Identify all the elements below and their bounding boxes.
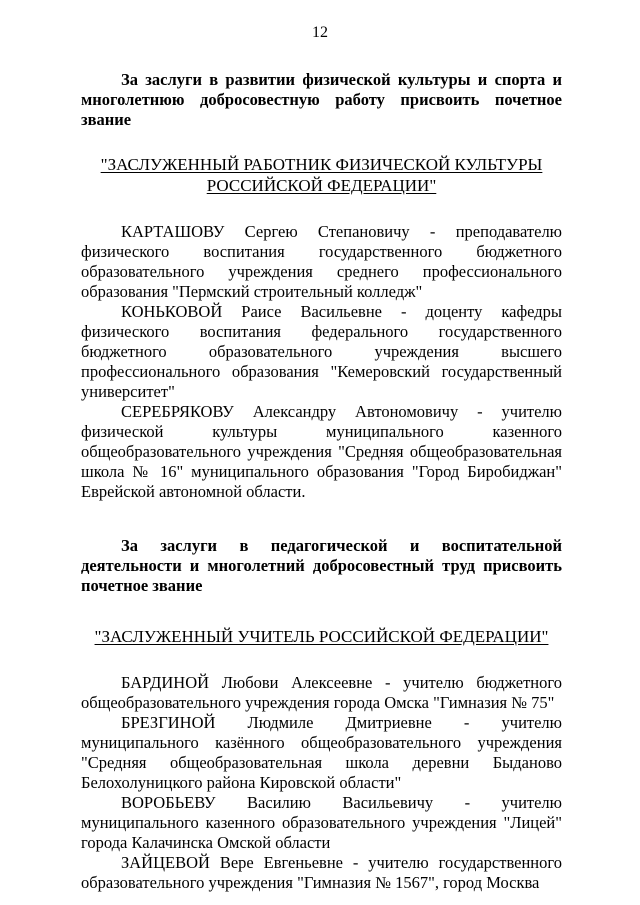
award-entry: БРЕЗГИНОЙ Людмиле Дмитриевне - учителю муниципального казённого общеобразовательного учреждения "Средняя общеобразовательная школа деревни Быданово Белохолуницкого района Кировской области" — [81, 713, 562, 792]
section2-title — [81, 626, 562, 647]
page-number: 12 — [312, 24, 328, 41]
award-entry: КАРТАШОВУ Сергею Степановичу - преподавателю физического воспитания государственного бюджетного образовательного учреждения среднего профессионального образования "Пермский строительный колледж" — [81, 222, 562, 301]
award-entry: ВОРОБЬЕВУ Василию Васильевичу - учителю муниципального казенного образовательного учреждения "Лицей" города Калачинска Омской области — [81, 793, 562, 852]
award-entry: ЗАЙЦЕВОЙ Вере Евгеньевне - учителю государственного образовательного учреждения "Гимназия № 1567", город Москва — [81, 853, 562, 892]
award-entry: БАРДИНОЙ Любови Алексеевне - учителю бюджетного общеобразовательного учреждения города Омска "Гимназия № 75" — [81, 673, 562, 712]
section1-intro: За заслуги в развитии физической культуры и спорта и многолетнюю добросовестную работу присвоить почетное звание — [81, 70, 562, 129]
section2-intro: За заслуги в педагогической и воспитательной деятельности и многолетний добросовестный труд присвоить почетное звание — [81, 536, 562, 595]
section1-title — [81, 154, 562, 196]
award-entry: СЕРЕБРЯКОВУ Александру Автономовичу - учителю физической культуры муниципального казенного общеобразовательного учреждения "Средняя общеобразовательная школа № 16" муниципального образования "Город Биробиджан" Еврейской автономной области. — [81, 402, 562, 501]
award-entry: КОНЬКОВОЙ Раисе Васильевне - доценту кафедры физического воспитания федерального государственного бюджетного образовательного учреждения высшего профессионального образования "Кемеровский государственный университет" — [81, 302, 562, 401]
section2-title-line: "ЗАСЛУЖЕННЫЙ УЧИТЕЛЬ РОССИЙСКОЙ ФЕДЕРАЦИИ" — [94, 627, 549, 646]
section1-title-line2: РОССИЙСКОЙ ФЕДЕРАЦИИ" — [206, 176, 437, 195]
document-body — [81, 70, 562, 893]
section1-title-line1: "ЗАСЛУЖЕННЫЙ РАБОТНИК ФИЗИЧЕСКОЙ КУЛЬТУРЫ — [100, 155, 543, 174]
